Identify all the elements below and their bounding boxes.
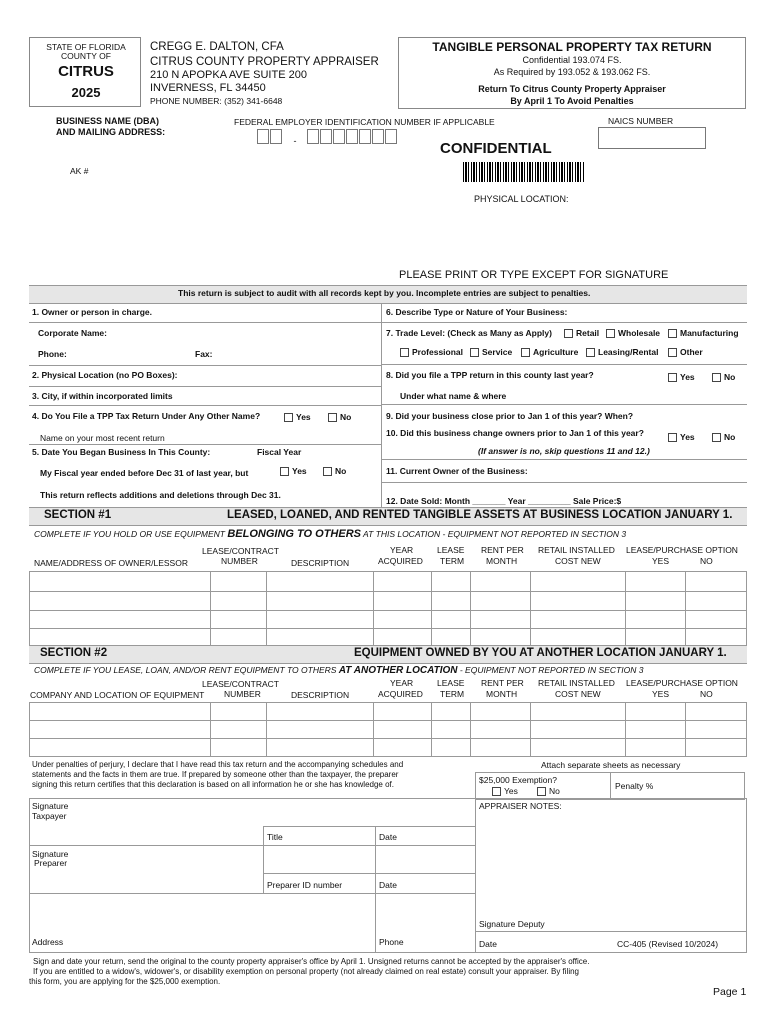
s1-col-contract: LEASE/CONTRACT <box>202 546 279 556</box>
exemption-yes-option[interactable]: Yes <box>492 786 518 796</box>
fein-digit[interactable] <box>346 129 358 144</box>
checkbox[interactable] <box>712 433 721 442</box>
checkbox[interactable] <box>328 413 337 422</box>
q12-label: 12. Date Sold: Month _______ Year _________ Sale Price:$ <box>386 496 622 506</box>
checkbox[interactable] <box>284 413 293 422</box>
appraiser-address-2: INVERNESS, FL 34450 <box>150 82 266 94</box>
s2-col-year-2: ACQUIRED <box>378 689 423 699</box>
s1-col-lease: LEASE <box>437 545 465 555</box>
s2-col-retail: RETAIL INSTALLED <box>538 678 615 688</box>
s2-col-option: LEASE/PURCHASE OPTION <box>626 678 738 688</box>
section1-label: SECTION #1 <box>44 509 112 521</box>
fein-digit[interactable] <box>359 129 371 144</box>
wholesale-option[interactable]: Wholesale <box>606 328 660 338</box>
barcode <box>463 162 585 182</box>
checkbox[interactable] <box>586 348 595 357</box>
manufacturing-option[interactable]: Manufacturing <box>668 328 739 338</box>
s2-col-contract-2: NUMBER <box>224 689 261 699</box>
s2-col-year: YEAR <box>390 678 414 688</box>
s1-col-rent-2: MONTH <box>486 556 518 566</box>
footer-line-2: If you are entitled to a widow's, widower's, or disability exemption on personal property (not already claimed on real estate) consult your appraiser. By filing <box>33 967 579 976</box>
section1-instructions: COMPLETE IF YOU HOLD OR USE EQUIPMENT BELONGING TO OTHERS AT THIS LOCATION - EQUIPMENT NOT REPORTED IN SECTION 3 <box>34 528 627 540</box>
confidential-statute: Confidential 193.074 FS. <box>522 55 622 65</box>
county-box <box>29 37 141 107</box>
county-of-label: COUNTY OF <box>61 51 111 61</box>
q10-yes-option[interactable]: Yes <box>668 432 695 442</box>
s1-col-contract-2: NUMBER <box>221 556 258 566</box>
corporate-name-label: Corporate Name: <box>38 328 107 338</box>
checkbox[interactable] <box>564 329 573 338</box>
q4-yes-option[interactable]: Yes <box>284 412 311 422</box>
fein-digit[interactable] <box>333 129 345 144</box>
date-field-3[interactable]: Date <box>479 939 497 949</box>
attach-note: Attach separate sheets as necessary <box>541 760 681 770</box>
preparer-label: Preparer <box>34 858 68 868</box>
retail-option[interactable]: Retail <box>564 328 599 338</box>
fiscal-year-label: Fiscal Year <box>257 447 302 457</box>
fein-digit[interactable] <box>372 129 384 144</box>
s2-col-desc: DESCRIPTION <box>291 690 350 700</box>
title-field[interactable]: Title <box>267 832 283 842</box>
q4-label: 4. Do You File a TPP Tax Return Under Any Other Name? <box>32 411 261 421</box>
s1-col-name: NAME/ADDRESS OF OWNER/LESSOR <box>34 558 188 568</box>
s1-col-year-2: ACQUIRED <box>378 556 423 566</box>
checkbox[interactable] <box>606 329 615 338</box>
q4-no-option[interactable]: No <box>328 412 351 422</box>
leasing-option[interactable]: Leasing/Rental <box>586 347 658 357</box>
ak-label: AK # <box>70 166 89 176</box>
checkbox[interactable] <box>521 348 530 357</box>
q8-label: 8. Did you file a TPP return in this county last year? <box>386 370 594 380</box>
appraiser-name: CREGG E. DALTON, CFA <box>150 41 284 53</box>
naics-input[interactable] <box>598 127 706 149</box>
fein-input[interactable] <box>257 129 398 149</box>
s1-col-retail: RETAIL INSTALLED <box>538 545 615 555</box>
return-to: Return To Citrus County Property Appraiser <box>478 84 666 94</box>
date-field-1[interactable]: Date <box>379 832 397 842</box>
footer-line-1: Sign and date your return, send the original to the county property appraiser's office by April 1. Unsigned returns cannot be accepted by the appraiser's office. <box>33 957 590 966</box>
mailing-address-label: AND MAILING ADDRESS: <box>56 127 166 137</box>
confidential-heading: CONFIDENTIAL <box>440 140 552 157</box>
q2-label: 2. Physical Location (no PO Boxes): <box>32 370 178 380</box>
s1-col-no: NO <box>700 556 713 566</box>
appraiser-phone: PHONE NUMBER: (352) 341-6648 <box>150 96 283 106</box>
checkbox[interactable] <box>712 373 721 382</box>
checkbox[interactable] <box>323 467 332 476</box>
penalty-label: Penalty % <box>615 781 654 791</box>
s2-col-yes: YES <box>652 689 670 699</box>
perjury-3: signing this return certifies that this declaration is based on all information he or she has knowledge of. <box>32 780 394 789</box>
phone-field[interactable]: Phone <box>379 937 404 947</box>
s1-col-retail-2: COST NEW <box>555 556 601 566</box>
fiscal-yes-option[interactable]: Yes <box>280 466 307 476</box>
section2-title: EQUIPMENT OWNED BY YOU AT ANOTHER LOCATION JANUARY 1. <box>354 647 727 659</box>
date-field-2[interactable]: Date <box>379 880 397 890</box>
county-name: CITRUS <box>58 63 114 80</box>
checkbox[interactable] <box>668 348 677 357</box>
under-name-label: Under what name & where <box>400 391 507 401</box>
q10-label: 10. Did this business change owners prior to Jan 1 of this year? <box>386 428 644 438</box>
s2-col-rent: RENT PER <box>481 678 524 688</box>
s2-col-no: NO <box>700 689 713 699</box>
fein-digit[interactable] <box>270 129 282 144</box>
audit-note: This return is subject to audit with all records kept by you. Incomplete entries are subject to penalties. <box>178 288 591 298</box>
physical-location-label: PHYSICAL LOCATION: <box>474 194 569 204</box>
preparer-id-field[interactable]: Preparer ID number <box>267 880 343 890</box>
reflects-note: This return reflects additions and deletions through Dec 31. <box>40 490 281 500</box>
naics-label: NAICS NUMBER <box>608 116 674 126</box>
s1-col-lease-2: TERM <box>440 556 465 566</box>
required-statute: As Required by 193.052 & 193.062 FS. <box>493 67 651 77</box>
section1-title: LEASED, LOANED, AND RENTED TANGIBLE ASSETS AT BUSINESS LOCATION JANUARY 1. <box>227 509 733 521</box>
deadline: By April 1 To Avoid Penalties <box>510 96 634 106</box>
checkbox[interactable] <box>492 787 501 796</box>
section2-label: SECTION #2 <box>40 647 108 659</box>
form-title: TANGIBLE PERSONAL PROPERTY TAX RETURN <box>432 40 712 54</box>
fein-label: FEDERAL EMPLOYER IDENTIFICATION NUMBER IF APPLICABLE <box>234 117 495 127</box>
fein-digit[interactable] <box>257 129 269 144</box>
s1-col-desc: DESCRIPTION <box>291 558 350 568</box>
service-option[interactable]: Service <box>470 347 512 357</box>
s1-col-yes: YES <box>652 556 670 566</box>
q7-label: 7. Trade Level: (Check as Many as Apply) <box>386 328 552 338</box>
exemption-label: $25,000 Exemption? <box>479 775 557 785</box>
checkbox[interactable] <box>668 329 677 338</box>
state-label: STATE OF FLORIDA <box>46 42 126 52</box>
appraiser-office: CITRUS COUNTY PROPERTY APPRAISER <box>150 56 379 68</box>
phone-label: Phone: <box>38 349 67 359</box>
page-number: Page 1 <box>713 986 747 998</box>
professional-option[interactable]: Professional <box>400 347 463 357</box>
perjury-1: Under penalties of perjury, I declare that I have read this tax return and the accompanying schedules and <box>32 760 404 769</box>
recent-name-label: Name on your most recent return <box>40 433 165 443</box>
s2-col-lease: LEASE <box>437 678 465 688</box>
s1-col-year: YEAR <box>390 545 414 555</box>
tax-year: 2025 <box>71 85 101 100</box>
deputy-signature-field[interactable]: Signature Deputy <box>479 919 545 929</box>
taxpayer-signature-field[interactable]: Signature <box>32 801 69 811</box>
appraiser-address-1: 210 N APOPKA AVE SUITE 200 <box>150 69 307 81</box>
agriculture-option[interactable]: Agriculture <box>521 347 578 357</box>
s2-col-retail-2: COST NEW <box>555 689 601 699</box>
checkbox[interactable] <box>280 467 289 476</box>
s2-col-name: COMPANY AND LOCATION OF EQUIPMENT <box>30 690 205 700</box>
checkbox[interactable] <box>537 787 546 796</box>
preparer-signature-field[interactable]: Signature <box>32 849 69 859</box>
fiscal-question: My Fiscal year ended before Dec 31 of last year, but <box>40 468 249 478</box>
address-field[interactable]: Address <box>32 937 64 947</box>
print-note: PLEASE PRINT OR TYPE EXCEPT FOR SIGNATURE <box>399 269 669 281</box>
checkbox[interactable] <box>668 373 677 382</box>
q11-label: 11. Current Owner of the Business: <box>386 466 528 476</box>
fax-label: Fax: <box>195 349 213 359</box>
q5-label: 5. Date You Began Business In This County: <box>32 447 211 457</box>
section2-instructions: COMPLETE IF YOU LEASE, LOAN, AND/OR RENT EQUIPMENT TO OTHERS AT ANOTHER LOCATION - EQUIPMENT NOT REPORTED IN SECTION 3 <box>34 665 644 676</box>
fein-dash: - <box>293 136 297 146</box>
business-name-label: BUSINESS NAME (DBA) <box>56 116 160 126</box>
q10-no-option[interactable]: No <box>712 432 735 442</box>
q6-label: 6. Describe Type or Nature of Your Business: <box>386 307 568 317</box>
fiscal-no-option[interactable]: No <box>323 466 346 476</box>
fein-digit[interactable] <box>320 129 332 144</box>
perjury-2: statements and the facts in them are true. If prepared by someone other than the taxpayer, the preparer <box>32 770 399 779</box>
q9-label: 9. Did your business close prior to Jan 1 of this year? When? <box>386 411 634 421</box>
form-id: CC-405 (Revised 10/2024) <box>617 939 719 949</box>
q8-no-option[interactable]: No <box>712 372 735 382</box>
s2-col-rent-2: MONTH <box>486 689 518 699</box>
checkbox[interactable] <box>470 348 479 357</box>
taxpayer-label: Taxpayer <box>32 811 67 821</box>
q8-yes-option[interactable]: Yes <box>668 372 695 382</box>
s1-col-option: LEASE/PURCHASE OPTION <box>626 545 738 555</box>
title-box <box>398 37 746 109</box>
q1-label: 1. Owner or person in charge. <box>32 307 152 317</box>
checkbox[interactable] <box>668 433 677 442</box>
q3-label: 3. City, if within incorporated limits <box>32 391 173 401</box>
exemption-no-option[interactable]: No <box>537 786 560 796</box>
other-option[interactable]: Other <box>668 347 703 357</box>
s2-col-lease-2: TERM <box>440 689 465 699</box>
checkbox[interactable] <box>400 348 409 357</box>
skip-note: (If answer is no, skip questions 11 and 12.) <box>478 446 650 456</box>
appraiser-notes-label: APPRAISER NOTES: <box>479 801 562 811</box>
s2-col-contract: LEASE/CONTRACT <box>202 679 279 689</box>
fein-digit[interactable] <box>307 129 319 144</box>
fein-digit[interactable] <box>385 129 397 144</box>
footer-line-3: this form, you are applying for the $25,000 exemption. <box>29 977 221 986</box>
s1-col-rent: RENT PER <box>481 545 524 555</box>
